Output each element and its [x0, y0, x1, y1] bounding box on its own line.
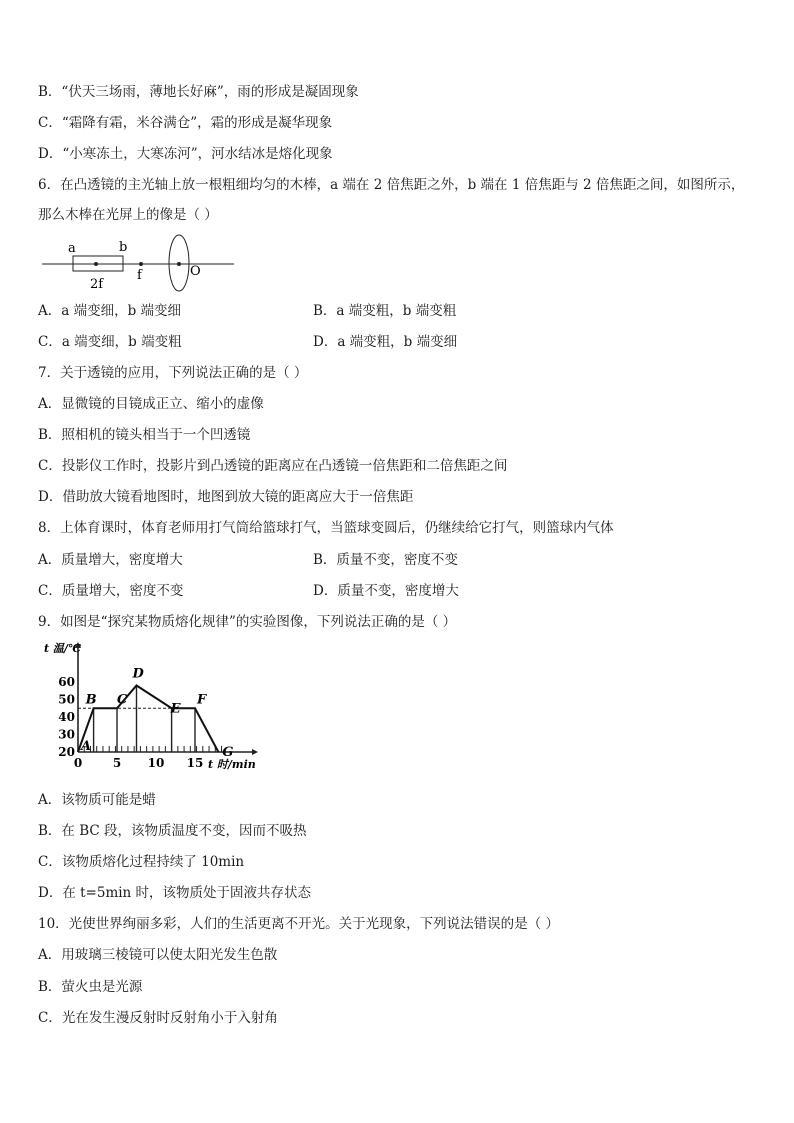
label-o: O [190, 264, 201, 279]
point-f [139, 262, 143, 266]
y-tick-label: 30 [58, 727, 75, 742]
q8-option-b: B．质量不变，密度不变 [313, 552, 458, 568]
x-tick-label: 15 [186, 756, 204, 770]
lens-figure [40, 232, 240, 298]
x-tick-label: 5 [112, 756, 122, 770]
q7-option-d: D．借助放大镜看地图时，地图到放大镜的距离应大于一倍焦距 [38, 489, 414, 505]
point-2f [94, 262, 98, 266]
y-tick-label: 20 [58, 745, 75, 759]
q5-option-c: C．“霜降有霜，米谷满仓”，霜的形成是凝华现象 [38, 115, 333, 131]
q6-option-d: D．a 端变粗，b 端变细 [313, 334, 458, 350]
q6-option-c: C．a 端变细，b 端变粗 [38, 334, 182, 350]
q8-option-c: C．质量增大，密度不变 [38, 583, 184, 599]
q5-option-d: D．“小寒冻土，大寒冻河”，河水结冰是熔化现象 [38, 146, 333, 162]
y-axis-label: t 温/℃ [44, 642, 82, 655]
q9-option-d: D．在 t=5min 时，该物质处于固液共存状态 [38, 885, 312, 901]
point-label-g: G [222, 745, 234, 760]
q7-option-a: A．显微镜的目镜成正立、缩小的虚像 [38, 396, 264, 412]
y-tick-label: 50 [58, 692, 75, 707]
q7-option-c: C．投影仪工作时，投影片到凸透镜的距离应在凸透镜一倍焦距和二倍焦距之间 [38, 458, 508, 474]
melting-chart [40, 640, 270, 784]
point-label-c: C [117, 692, 128, 708]
q6-option-b: B．a 端变粗，b 端变粗 [313, 303, 457, 319]
q10-option-b: B．萤火虫是光源 [38, 979, 143, 995]
q10-option-c: C．光在发生漫反射时反射角小于入射角 [38, 1010, 278, 1026]
q6-option-a: A．a 端变细，b 端变细 [38, 303, 182, 319]
label-a: a [68, 241, 76, 256]
q8-stem: 8．上体育课时，体育老师用打气筒给篮球打气，当篮球变圆后，仍继续给它打气，则篮球内气体 [38, 520, 614, 536]
q6-stem-line2: 那么木棒在光屏上的像是（ ） [38, 207, 218, 223]
q5-option-b: B．“伏天三场雨，薄地长好麻”，雨的形成是凝固现象 [38, 84, 359, 100]
q8-option-d: D．质量不变，密度增大 [313, 583, 459, 599]
label-b: b [119, 240, 128, 255]
q9-option-c: C．该物质熔化过程持续了 10min [38, 854, 245, 870]
q9-stem: 9．如图是“探究某物质熔化规律”的实验图像，下列说法正确的是（ ） [38, 614, 457, 630]
q10-option-a: A．用玻璃三棱镜可以使太阳光发生色散 [38, 947, 278, 963]
y-tick-label: 40 [58, 710, 75, 724]
point-label-a: A [81, 739, 92, 754]
q7-option-b: B．照相机的镜头相当于一个凹透镜 [38, 427, 251, 443]
point-label-b: B [85, 692, 97, 708]
x-axis-label: t 时/min [208, 758, 256, 771]
y-tick-label: 60 [58, 675, 75, 689]
q6-stem-line1: 6．在凸透镜的主光轴上放一根粗细均匀的木棒，a 端在 2 倍焦距之外，b 端在 1 倍焦距与 2 倍焦距之间，如图所示， [38, 177, 745, 193]
q7-stem: 7．关于透镜的应用，下列说法正确的是（ ） [38, 365, 308, 381]
q9-option-a: A．该物质可能是蜡 [38, 792, 156, 808]
x-tick-label: 0 [73, 756, 83, 770]
point-label-e: E [170, 701, 181, 717]
q10-stem: 10．光使世界绚丽多彩，人们的生活更离不开光。关于光现象，下列说法错误的是（ ） [38, 916, 559, 932]
x-tick-label: 10 [147, 756, 165, 770]
point-label-d: D [132, 666, 144, 682]
x-axis-arrow [252, 749, 258, 755]
label-f: f [137, 268, 142, 283]
q8-option-a: A．质量增大，密度增大 [38, 552, 183, 568]
point-o [177, 262, 181, 266]
q9-option-b: B．在 BC 段，该物质温度不变，因而不吸热 [38, 823, 307, 839]
label-2f: 2f [90, 277, 104, 292]
point-label-f: F [197, 692, 207, 708]
